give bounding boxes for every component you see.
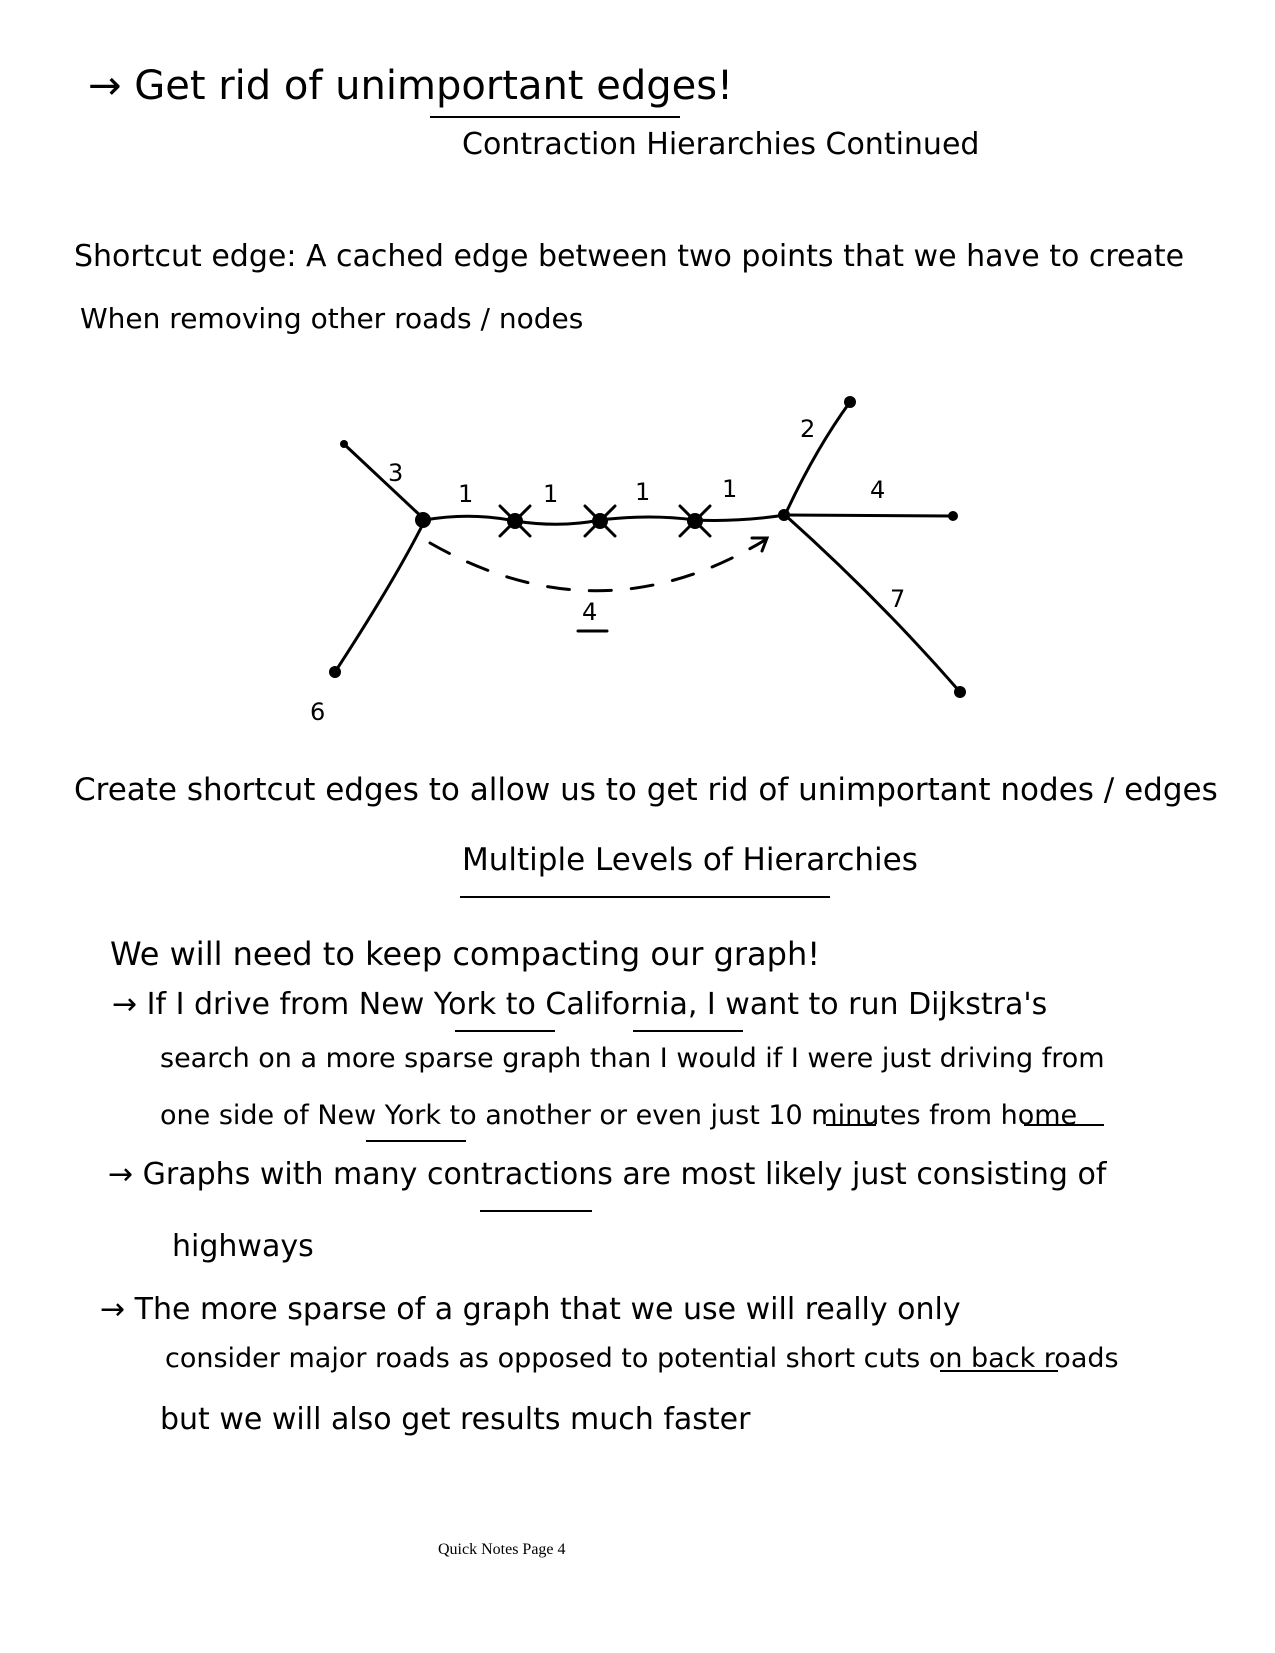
node-right <box>948 511 958 521</box>
note-line-major-roads: consider major roads as opposed to potential short cuts on back roads <box>165 1343 1119 1374</box>
underline-back-roads <box>940 1370 1058 1372</box>
note-line-one-side: one side of New York to another or even just 10 minutes from home <box>160 1100 1078 1131</box>
node-contracted-1 <box>507 513 523 529</box>
page-title: Contraction Hierarchies Continued <box>462 127 980 162</box>
weight-label-1c: 1 <box>635 478 651 506</box>
node-right-hub <box>778 509 790 521</box>
node-top-right <box>844 396 856 408</box>
note-line-sparse-search: search on a more sparse graph than I would if I were just driving from <box>160 1043 1105 1074</box>
weight-label-6: 6 <box>310 698 326 726</box>
note-line-more-sparse: → The more sparse of a graph that we use will really only <box>100 1292 961 1327</box>
underline-section-heading <box>460 896 830 898</box>
weight-label-1d: 1 <box>722 475 738 503</box>
note-line-shortcut-def: Shortcut edge: A cached edge between two points that we have to create <box>74 239 1185 274</box>
edge-weight-7 <box>785 515 960 692</box>
underline-california <box>633 1030 743 1032</box>
note-line-create-shortcuts: Create shortcut edges to allow us to get rid of unimportant nodes / edges <box>74 772 1218 808</box>
note-line-keep-compacting: We will need to keep compacting our graph! <box>110 935 821 973</box>
underline-home <box>1024 1124 1104 1126</box>
edge-weight-3 <box>345 445 425 520</box>
shortcut-edge-diagram <box>0 0 1275 760</box>
weight-label-4: 4 <box>870 476 886 504</box>
node-left-hub <box>415 512 431 528</box>
shortcut-edge-dashed <box>430 540 765 591</box>
note-line-shortcut-def-2: When removing other roads / nodes <box>80 302 584 335</box>
underline-new-york-2 <box>366 1140 466 1142</box>
weight-label-1b: 1 <box>543 480 559 508</box>
weight-label-7: 7 <box>890 585 906 613</box>
edge-weight-6 <box>335 520 425 672</box>
weight-label-3: 3 <box>388 459 404 487</box>
edge-weight-2 <box>785 402 850 515</box>
edge-weight-4 <box>785 515 952 516</box>
note-line-contractions: → Graphs with many contractions are most likely just consisting of <box>108 1157 1107 1192</box>
node-contracted-2 <box>592 513 608 529</box>
underline-contractions <box>480 1210 592 1212</box>
section-heading-multiple-levels: Multiple Levels of Hierarchies <box>462 842 918 878</box>
node-bottom-right <box>954 686 966 698</box>
weight-label-1a: 1 <box>458 480 474 508</box>
page-footer: Quick Notes Page 4 <box>438 1541 566 1558</box>
underline-new-york-1 <box>455 1030 555 1032</box>
weight-label-2: 2 <box>800 415 816 443</box>
note-line-1: → Get rid of unimportant edges! <box>88 63 734 109</box>
node-top-left <box>340 440 348 448</box>
note-line-highways: highways <box>172 1229 314 1264</box>
node-contracted-3 <box>687 513 703 529</box>
underline-10-minutes <box>826 1124 876 1126</box>
node-bottom-left <box>329 666 341 678</box>
weight-label-shortcut: 4 <box>582 598 598 626</box>
note-line-faster: but we will also get results much faster <box>160 1402 751 1437</box>
note-line-new-york: → If I drive from New York to California, I want to run Dijkstra's <box>112 987 1048 1022</box>
